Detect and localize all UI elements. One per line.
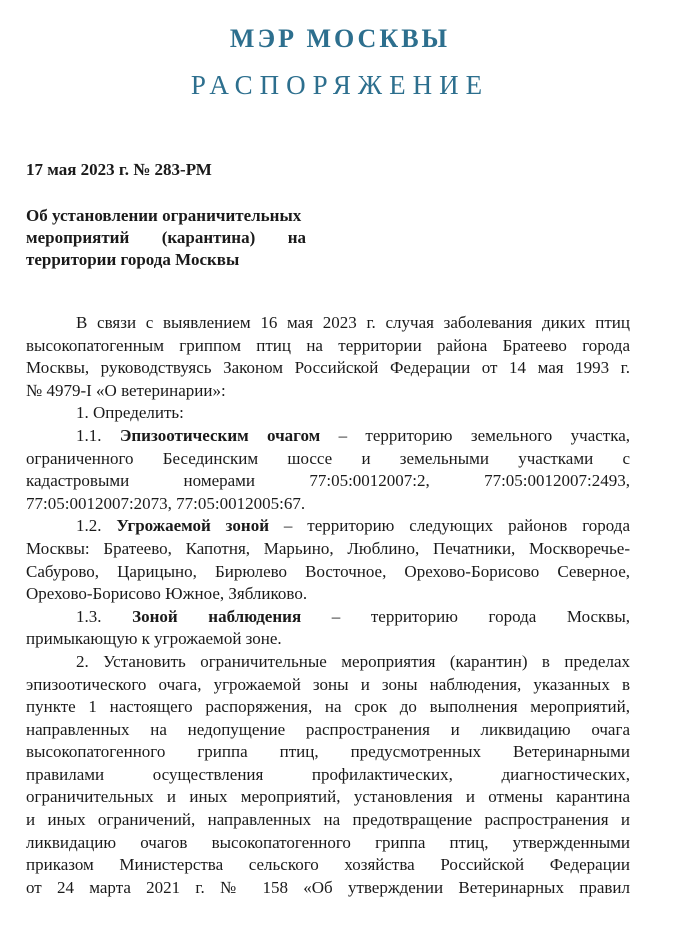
paragraph-line: и иных ограничений, направленных на предотвращение распространения и xyxy=(26,810,630,830)
paragraph-line: ограниченного Бесединским шоссе и земельными участками с xyxy=(26,448,630,468)
item-number: 1.3. xyxy=(76,606,102,626)
item-text: – территорию земельного участка, xyxy=(320,425,631,445)
paragraph-line: от 24 марта 2021 г. № 158 «Об утверждении Ветеринарных правил xyxy=(26,877,630,897)
paragraph-line: ограничительных и иных мероприятий, установления и отмены карантина xyxy=(26,787,630,807)
title-line: мероприятий (карантина) на xyxy=(26,228,306,247)
paragraph-line: примыкающую к угрожаемой зоне. xyxy=(26,629,282,649)
mayor-heading: МЭР МОСКВЫ xyxy=(229,24,451,53)
item-text: – территорию города Москвы, xyxy=(301,606,630,626)
term-bold: Эпизоотическим очагом xyxy=(119,425,321,445)
paragraph-line: Москвы, руководствуясь Законом Российской Федерации от 14 мая 1993 г. xyxy=(26,358,630,378)
paragraph-line: Москвы: Братеево, Капотня, Марьино, Люблино, Печатники, Москворечье- xyxy=(26,538,630,558)
item-number: 1.1. xyxy=(76,425,102,445)
document-type-heading: РАСПОРЯЖЕНИЕ xyxy=(190,70,490,100)
item-1-3-first-line xyxy=(26,606,630,629)
paragraph-line: пункте 1 настоящего распоряжения, на срок до выполнения мероприятий, xyxy=(26,697,630,717)
paragraph-line: Орехово-Борисово Южное, Зябликово. xyxy=(26,584,308,604)
item-1-heading: 1. Определить: xyxy=(76,403,184,423)
paragraph-line: 2. Установить ограничительные мероприятия (карантин) в пределах xyxy=(76,651,630,671)
paragraph-line: правилами осуществления профилактических, диагностических, xyxy=(26,764,630,784)
paragraph-line: направленных на недопущение распространения и ликвидацию очага xyxy=(26,719,630,739)
item-text: – территорию следующих районов города xyxy=(269,516,630,536)
term-bold: Зоной наблюдения xyxy=(132,606,302,626)
paragraph-line: высокопатогенным гриппом птиц на территории района Братеево города xyxy=(26,335,630,355)
paragraph-line: высокопатогенного гриппа птиц, предусмотренных Ветеринарными xyxy=(26,742,630,762)
paragraph-line: кадастровыми номерами 77:05:0012007:2, 77:05:0012007:2493, xyxy=(26,471,630,491)
document-title xyxy=(26,205,306,271)
document-body xyxy=(26,312,630,899)
date-number-line: 17 мая 2023 г. № 283-РМ xyxy=(26,160,212,179)
paragraph-line: № 4979-I «О ветеринарии»: xyxy=(26,380,226,400)
item-1-2-first-line xyxy=(26,515,630,538)
title-line: Об установлении ограничительных xyxy=(26,206,302,225)
title-line: территории города Москвы xyxy=(26,250,240,269)
term-bold: Угрожаемой зоной xyxy=(116,516,269,536)
paragraph-line: приказом Министерства сельского хозяйства Российской Федерации xyxy=(26,855,630,875)
item-1-1-first-line xyxy=(26,425,630,448)
paragraph-line: 77:05:0012007:2073, 77:05:0012005:67. xyxy=(26,493,306,513)
paragraph-line: В связи с выявлением 16 мая 2023 г. случая заболевания диких птиц xyxy=(76,313,630,332)
paragraph-line: ликвидацию очагов высокопатогенного гриппа птиц, утвержденными xyxy=(26,832,630,852)
item-number: 1.2. xyxy=(76,516,102,536)
paragraph-line: Сабурово, Царицыно, Бирюлево Восточное, Орехово-Борисово Северное, xyxy=(26,561,630,581)
paragraph-line: эпизоотического очага, угрожаемой зоны и зоны наблюдения, указанных в xyxy=(26,674,630,694)
